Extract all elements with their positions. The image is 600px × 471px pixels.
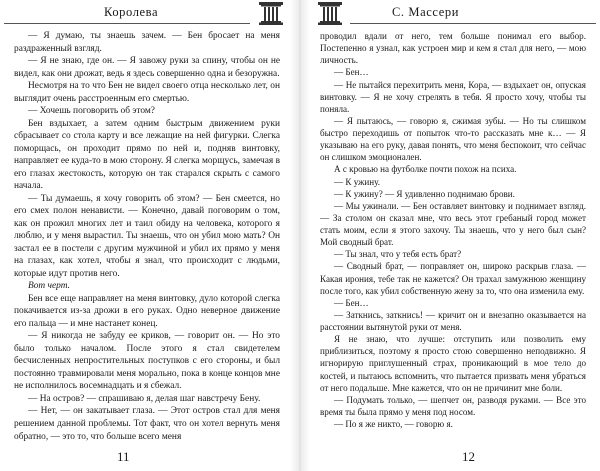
paragraph: — На остров? — спрашиваю я, делая шаг навстречу Бену. <box>28 393 261 404</box>
paragraph: Бен все еще направляет на меня винтовку, дуло которой слегка покачивается из-за дрожи в его руках. Одно неверное движение его пальца — и мне настанет конец. <box>14 293 280 329</box>
paragraph: — По я же никто, — говорю я. <box>334 419 453 429</box>
left-page-body <box>14 30 280 443</box>
paragraph: — Ты знал, что у тебя есть брат? <box>334 249 462 260</box>
paragraph: — К ужину. <box>334 176 381 187</box>
paragraph: — Я думаю, ты знаешь зачем. — Бен бросает на меня раздраженный взгляд. <box>14 31 280 54</box>
paragraph: — Мы ужинали. — Бен оставляет винтовку и поднимает взгляд. — За столом он сказал мне, что весь этот гребаный город может стать моим, если я этого захочу. Ты знаешь, что у него был сын? Мой сводный брат. <box>320 200 586 248</box>
right-header-rule <box>350 23 596 24</box>
left-header-rule <box>4 23 250 24</box>
paragraph: — Хочешь поговорить об этом? <box>28 106 155 117</box>
right-page <box>310 0 600 471</box>
paragraph: — Подумать только, — шепчет он, разводя руками. — Все это время ты была прямо у меня под носом. <box>320 394 586 417</box>
greek-column-icon <box>257 1 285 25</box>
book-gutter <box>290 0 310 471</box>
right-page-number: 12 <box>462 449 475 464</box>
paragraph: — Нет, — он закатывает глаза. — Этот остров стал для меня решением данной проблемы. Тот факт, что он хотел вернуть меня обратно, — это то, что больше всего меня <box>14 406 280 442</box>
right-running-header <box>310 0 600 28</box>
left-page <box>0 0 290 471</box>
right-page-body <box>320 30 586 430</box>
left-page-number: 11 <box>117 449 130 464</box>
paragraph: — К ужину? — Я удивленно поднимаю брови. <box>334 188 515 199</box>
paragraph: Несмотря на то что Бен не видел своего отца несколько лет, он выглядит очень расстроенным его смертью. <box>14 81 280 104</box>
paragraph: — Я не знаю, где он. — Я завожу руки за спину, чтобы он не видел, как они дрожат, ведь я здесь совершенно одна и безоружна. <box>14 56 280 79</box>
paragraph: — Я пытаюсь, — говорю я, сжимая зубы. — Но ты слишком быстро переходишь от попыток что-то рассказать мне к… — Я указываю на его руку, давая понять, что меня беспокоит, что сейчас он слишком эмоционален. <box>320 115 586 163</box>
left-running-header <box>0 0 290 28</box>
paragraph: — Сводный брат, — поправляет он, широко раскрыв глаза. — Какая ирония, тебе так не кажется? Он трахал замужнюю женщину после того, как убил собственную жену за то, что она изменила ему. <box>320 261 586 296</box>
paragraph: Бен вздыхает, а затем одним быстрым движением руки сбрасывает со стола карту и все лежащие на ней фигурки. Слегка поморщась, он проходит прямо по ней и, подняв винтовку, направляет ее куда-то в мою сторону. Я слегка морщусь, замечая в его глазах жестокость, которую он так старался скрыть с самого начала. <box>14 118 280 192</box>
paragraph: проводил вдали от него, тем больше понимал его выбор. Постепенно я узнал, как устроен мир и кем я стал для него, — мою личность. <box>320 31 586 66</box>
paragraph: — Ты думаешь, я хочу говорить об этом? — Бен смеется, но его смех полон ненависти. — Конечно, давай поговорим о том, как он прожил многих лет и таил обиду на человека, которого я люблю, и у меня вырастил. Ты знаешь, что он убил мою мать? Он застал ее в постели с другим мужчиной и убил их прямо у меня на глазах, как хотел, чтобы я знал, что происходит с людьми, которые идут против него. <box>14 193 280 279</box>
right-running-head-title: С. Массери <box>392 5 459 19</box>
paragraph: А с кровью на футболке почти похож на психа. <box>334 164 517 175</box>
greek-column-icon <box>316 1 344 25</box>
left-running-head-title: Королева <box>104 5 159 19</box>
paragraph: — Я никогда не забуду ее криков, — говорит он. — Но это было только началом. После этого я стал свидетелем бесчисленных непростительных поступков с его стороны, и был постоянно травмировали меня морально, пока в конце концов мне не исполнилось восемнадцать и я сбежал. <box>14 331 280 392</box>
paragraph: — Бен… <box>334 67 369 78</box>
paragraph: Вот черт. <box>28 281 70 292</box>
paragraph: — Заткнись, заткнись! — кричит он и внезапно оказывается на расстоянии вытянутой руки от меня. <box>320 309 586 332</box>
paragraph: — Бен… <box>334 297 369 308</box>
paragraph: — Не пытайся перехитрить меня, Кора, — вздыхает он, опуская винтовку. — Я не хочу стрелять в тебя. Я просто хочу, чтобы ты поняла. <box>320 79 586 114</box>
paragraph: Я не знаю, что лучше: отступить или позволить ему приблизиться, поэтому я просто стою совершенно неподвижно. Я игнорирую приглушенный страх, проникающий в мое тело до костей, и пытаюсь вспомнить, что пытается призвать меня убраться от него подальше. Мне кажется, что он не причинит мне боли. <box>320 334 586 393</box>
